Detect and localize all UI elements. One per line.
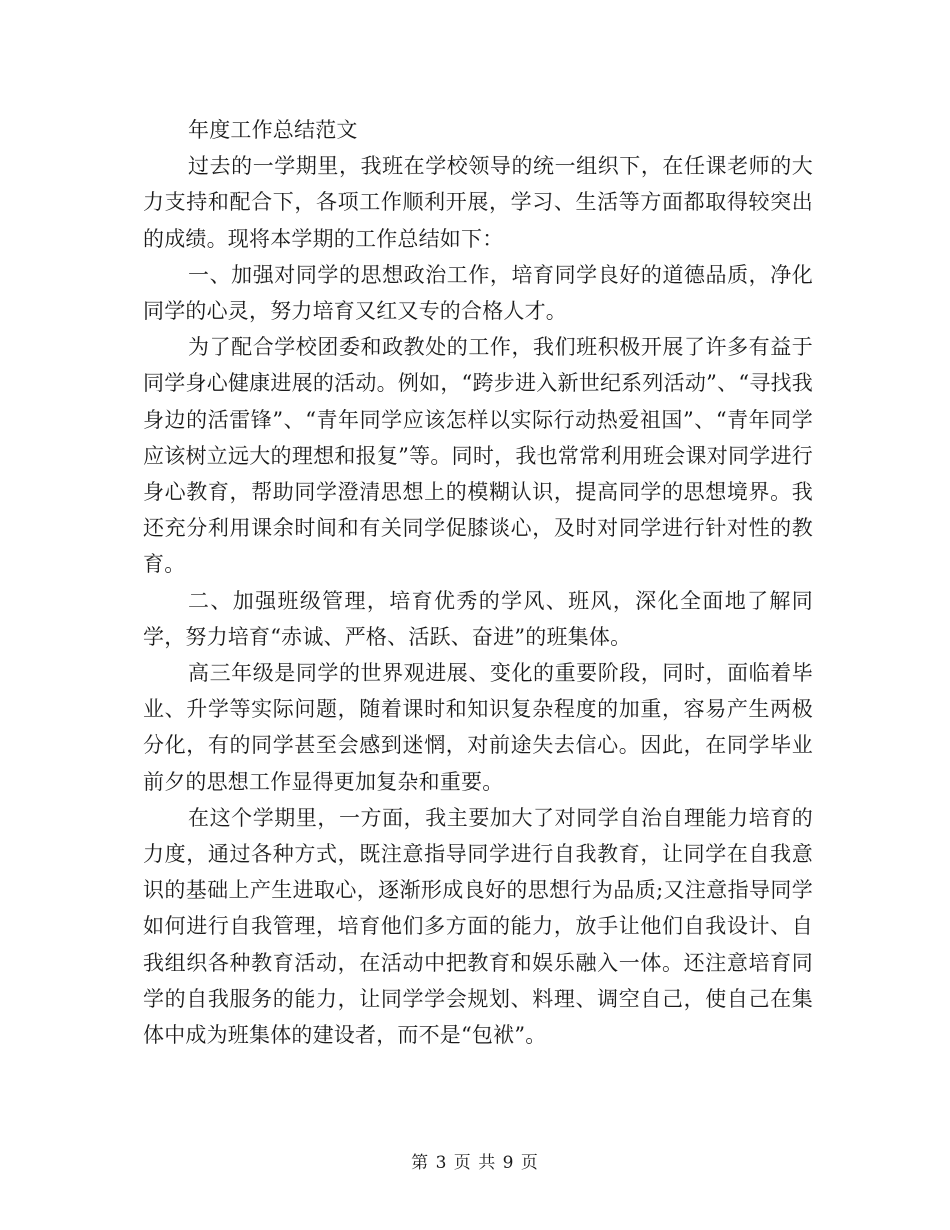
section-heading-1: 一、加强对同学的思想政治工作，培育同学良好的道德品质，净化同学的心灵，努力培育又红又专的合格人才。	[143, 262, 813, 324]
paragraph-intro: 过去的一学期里，我班在学校领导的统一组织下，在任课老师的大力支持和配合下，各项工作顺利开展，学习、生活等方面都取得较突出的成绩。现将本学期的工作总结如下：	[143, 154, 813, 251]
paragraph-self-management: 在这个学期里，一方面，我主要加大了对同学自治自理能力培育的力度，通过各种方式，既注意指导同学进行自我教育，让同学在自我意识的基础上产生进取心，逐渐形成良好的思想行为品质;又注意指导同学如何进行自我管理，培育他们多方面的能力，放手让他们自我设计、自我组织各种教育活动，在活动中把教育和娱乐融入一体。还注意培育同学的自我服务的能力，让同学学会规划、料理、调空自己，使自己在集体中成为班集体的建设者，而不是“包袱”。	[143, 805, 813, 1048]
page-number-footer: 第 3 页 共 9 页	[411, 1153, 539, 1173]
paragraph-senior-year: 高三年级是同学的世界观进展、变化的重要阶段，同时，面临着毕业、升学等实际问题，随着课时和知识复杂程度的加重，容易产生两极分化，有的同学甚至会感到迷惘，对前途失去信心。因此，在同学毕业前夕的思想工作显得更加复杂和重要。	[143, 661, 813, 794]
document-body	[143, 112, 813, 1053]
document-title: 年度工作总结范文	[188, 118, 358, 142]
section-heading-2: 二、加强班级管理，培育优秀的学风、班风，深化全面地了解同学，努力培育“赤诚、严格、活跃、奋进”的班集体。	[143, 588, 813, 649]
paragraph-activities: 为了配合学校团委和政教处的工作，我们班积极开展了许多有益于同学身心健康进展的活动。例如，“跨步进入新世纪系列活动”、“寻找我身边的活雷锋”、“青年同学应该怎样以实际行动热爱祖国”、“青年同学应该树立远大的理想和报复”等。同时，我也常常利用班会课对同学进行身心教育，帮助同学澄清思想上的模糊认识，提高同学的思想境界。我还充分利用课余时间和有关同学促膝谈心，及时对同学进行针对性的教育。	[143, 335, 813, 577]
